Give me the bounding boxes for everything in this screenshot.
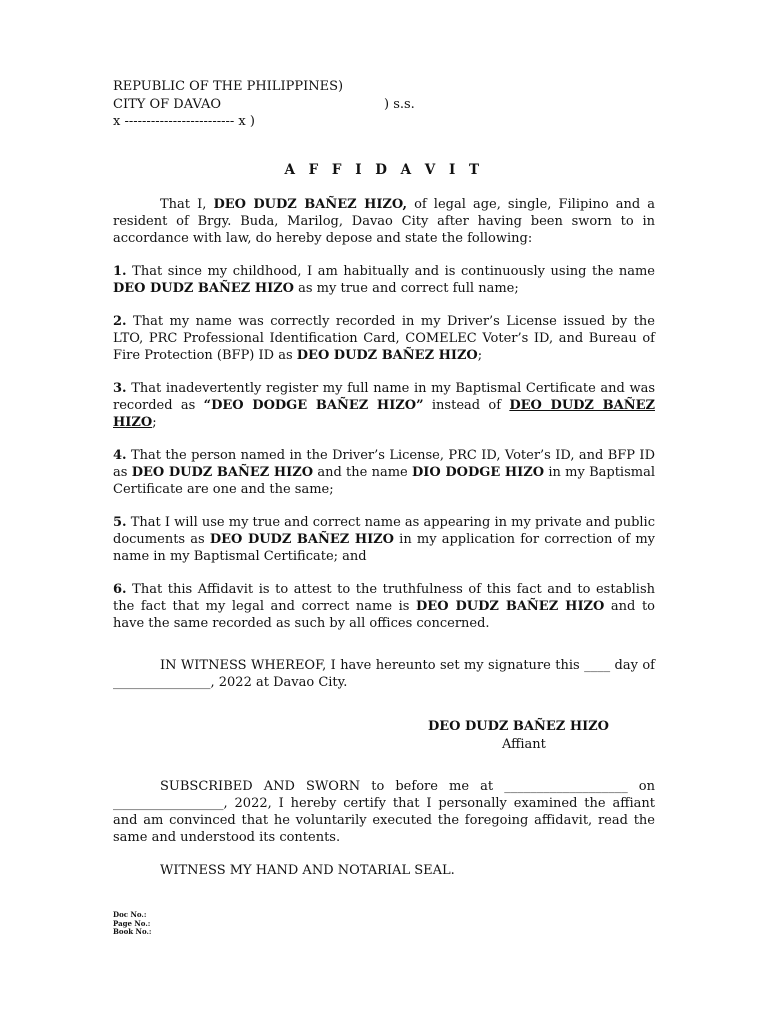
paragraph-text: in my Baptismal Certificate are one and the same; — [113, 465, 655, 497]
doc-no-label: Doc No.: — [113, 910, 147, 919]
paragraph-text: in my application for correction of my name in my Baptismal Certificate; and — [113, 532, 656, 564]
paragraph-5 — [113, 514, 655, 565]
paragraph-1 — [113, 263, 655, 297]
paragraph-name: DEO DUDZ BAÑEZ HIZO — [113, 281, 294, 296]
paragraph-name: DIO DODGE HIZO — [412, 465, 545, 480]
intro-rest: of legal age, single, Filipino and a resident of Brgy. Buda, Marilog, Davao City after having been sworn to in accordance with law, do hereby depose and state the following: — [113, 197, 655, 246]
paragraph-text: That inadevertently register my full name in my Baptismal Certificate and was recorded as — [113, 381, 655, 413]
paragraph-text: instead of — [423, 398, 510, 413]
witness-clause: IN WITNESS WHEREOF, I have hereunto set my signature this ____ day of _______________, 2022 at Davao City. — [113, 658, 655, 690]
paragraph-number: 3. — [113, 381, 127, 396]
paragraph-number: 5. — [113, 515, 127, 530]
caption-city-row — [113, 96, 653, 114]
intro-prefix: That I, — [160, 197, 214, 212]
paragraph-text: That my name was correctly recorded in my Driver’s License issued by the LTO, PRC Professional Identification Card, COMELEC Voter’s ID, and Bureau of Fire Protection (BFP) ID as — [113, 314, 655, 363]
paragraph-text: and the name — [313, 465, 413, 480]
notarial-register — [113, 911, 152, 937]
paragraph-name: DEO DUDZ BAÑEZ HIZO — [296, 348, 478, 363]
paragraph-text: ; — [477, 348, 483, 363]
caption-city: CITY OF DAVAO — [113, 96, 221, 112]
paragraph-6 — [113, 581, 655, 632]
paragraph-text: That the person named in the Driver’s License, PRC ID, Voter’s ID, and BFP ID as — [113, 448, 655, 480]
paragraph-number: 6. — [113, 582, 127, 597]
paragraph-number: 2. — [113, 314, 127, 329]
paragraph-number: 1. — [113, 264, 127, 279]
paragraph-2 — [113, 313, 655, 364]
paragraph-4 — [113, 447, 655, 498]
intro-paragraph — [113, 196, 655, 247]
paragraph-name: DEO DUDZ BAÑEZ HIZO — [209, 532, 394, 547]
paragraph-name: DEO DUDZ BAÑEZ HIZO — [131, 465, 314, 480]
paragraph-text: ; — [152, 415, 157, 430]
paragraph-text: That since my childhood, I am habitually and is continuously using the name — [126, 264, 655, 279]
paragraph-name-underlined: DEO DUDZ BAÑEZ HIZO — [113, 398, 655, 430]
signature-block — [400, 718, 640, 754]
affiant-name: DEO DUDZ BAÑEZ HIZO — [428, 719, 609, 734]
caption-divider: x ------------------------- x ) — [113, 114, 255, 129]
paragraph-number: 4. — [113, 448, 127, 463]
intro-affiant-name: DEO DUDZ BAÑEZ HIZO, — [213, 197, 408, 212]
paragraph-text: That this Affidavit is to attest to the truthfulness of this fact and to establish the fact that my legal and correct name is — [113, 582, 655, 614]
caption-republic: REPUBLIC OF THE PHILIPPINES) — [113, 79, 344, 94]
caption-ss: ) s.s. — [384, 96, 415, 112]
book-no-label: Book No.: — [113, 927, 152, 936]
jurat-clause: SUBSCRIBED AND SWORN to before me at ___________________ on _________________, 2022, I hereby certify that I personally examined the affiant and am convinced that he voluntarily executed the foregoing affidavit, read the same and understood its contents. — [113, 779, 655, 845]
paragraph-text: and to have the same recorded as such by all offices concerned. — [113, 599, 655, 631]
notarial-seal-line: WITNESS MY HAND AND NOTARIAL SEAL. — [160, 863, 455, 878]
paragraph-text: That I will use my true and correct name as appearing in my private and public documents as — [113, 515, 655, 547]
paragraph-name: DEO DUDZ BAÑEZ HIZO — [416, 599, 605, 614]
page-no-label: Page No.: — [113, 918, 151, 928]
paragraph-3 — [113, 380, 655, 431]
paragraph-name: “DEO DODGE BAÑEZ HIZO” — [203, 398, 424, 413]
affiant-label: Affiant — [502, 737, 546, 752]
document-title: A F F I D A V I T — [284, 162, 484, 178]
venue-caption — [113, 78, 653, 131]
paragraph-text: as my true and correct full name; — [294, 281, 519, 296]
